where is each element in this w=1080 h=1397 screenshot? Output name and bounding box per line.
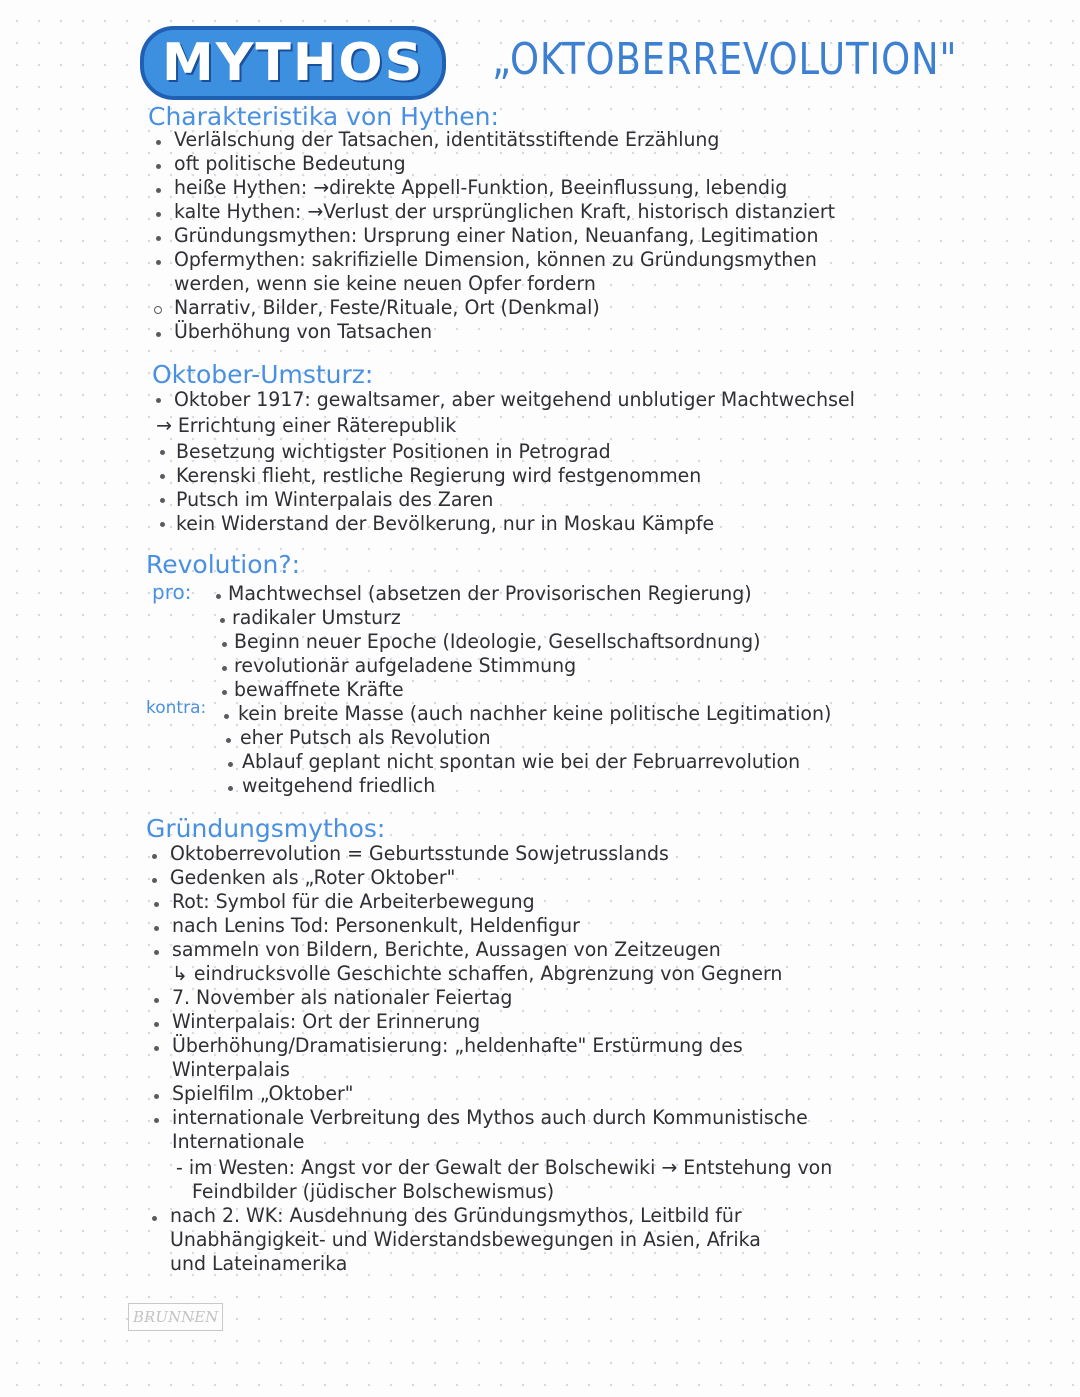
gr-line-10: Winterpalais [172, 1058, 290, 1081]
gr-line-17: Unabhängigkeit- und Widerstandsbewegungen in Asien, Afrika [170, 1228, 761, 1251]
okt-line-3: Besetzung wichtigster Positionen in Petrograd [176, 440, 611, 463]
label-kontra: kontra: [146, 698, 207, 718]
okt-line-2: → Errichtung einer Räterepublik [156, 414, 457, 437]
bullet-icon [156, 398, 161, 403]
char-line-2: oft politische Bedeutung [174, 152, 406, 175]
okt-line-4: Kerenski flieht, restliche Regierung wird festgenommen [176, 464, 702, 487]
kontra-line-3: Ablauf geplant nicht spontan wie bei der Februarrevolution [242, 750, 801, 773]
bullet-icon [160, 498, 165, 503]
label-pro: pro: [152, 580, 192, 604]
bullet-icon [156, 212, 161, 217]
char-line-4: kalte Hythen: →Verlust der ursprünglichen Kraft, historisch distanziert [174, 200, 836, 223]
char-line-3: heiße Hythen: →direkte Appell-Funktion, Beeinflussung, lebendig [174, 176, 788, 199]
bullet-icon [154, 1022, 159, 1027]
char-line-9: Überhöhung von Tatsachen [174, 320, 433, 343]
bullet-icon [222, 666, 227, 671]
gr-line-13: Internationale [172, 1130, 305, 1153]
bullet-icon [160, 474, 165, 479]
bullet-icon [152, 854, 157, 859]
bullet-icon [152, 878, 157, 883]
bullet-icon [154, 1046, 159, 1051]
heading-charakteristika: Charakteristika von Hythen: [148, 102, 499, 131]
title-row [140, 20, 1040, 100]
gr-line-12: internationale Verbreitung des Mythos auch durch Kommunistische [172, 1106, 808, 1129]
gr-line-16: nach 2. WK: Ausdehnung des Gründungsmythos, Leitbild für [170, 1204, 742, 1227]
bullet-icon [156, 164, 161, 169]
bullet-open-icon [154, 306, 162, 314]
pro-line-4: revolutionär aufgeladene Stimmung [234, 654, 577, 677]
bullet-icon [224, 714, 229, 719]
bullet-icon [156, 260, 161, 265]
gr-line-15: Feindbilder (jüdischer Bolschewismus) [192, 1180, 555, 1203]
okt-line-1: Oktober 1917: gewaltsamer, aber weitgehend unblutiger Machtwechsel [174, 388, 855, 411]
kontra-line-2: eher Putsch als Revolution [240, 726, 491, 749]
okt-line-5: Putsch im Winterpalais des Zaren [176, 488, 494, 511]
bullet-icon [160, 522, 165, 527]
brand-logo: BRUNNEN [128, 1303, 223, 1331]
bullet-icon [228, 762, 233, 767]
gr-line-4: nach Lenins Tod: Personenkult, Heldenfigur [172, 914, 580, 937]
gr-line-5: sammeln von Bildern, Berichte, Aussagen von Zeitzeugen [172, 938, 721, 961]
gr-line-9: Überhöhung/Dramatisierung: „heldenhafte" Erstürmung des [172, 1034, 743, 1057]
bullet-icon [156, 140, 161, 145]
kontra-line-1: kein breite Masse (auch nachher keine politische Legitimation) [238, 702, 832, 725]
title-mythos: MYTHOS [140, 26, 446, 100]
pro-line-1: Machtwechsel (absetzen der Provisorischen Regierung) [228, 582, 752, 605]
char-line-5: Gründungsmythen: Ursprung einer Nation, Neuanfang, Legitimation [174, 224, 819, 247]
char-line-1: Verlälschung der Tatsachen, identitätsstiftende Erzählung [174, 128, 720, 151]
char-line-8: Narrativ, Bilder, Feste/Rituale, Ort (Denkmal) [174, 296, 600, 319]
title-subtitle: „OKTOBERREVOLUTION" [492, 34, 958, 85]
gr-line-14: - im Westen: Angst vor der Gewalt der Bolschewiki → Entstehung von [176, 1156, 833, 1179]
bullet-icon [154, 998, 159, 1003]
gr-line-7: 7. November als nationaler Feiertag [172, 986, 513, 1009]
heading-revolution: Revolution?: [146, 550, 301, 579]
bullet-icon [160, 450, 165, 455]
gr-line-3: Rot: Symbol für die Arbeiterbewegung [172, 890, 535, 913]
heading-oktober: Oktober-Umsturz: [152, 360, 374, 389]
bullet-icon [222, 642, 227, 647]
char-line-6: Opfermythen: sakrifizielle Dimension, können zu Gründungsmythen [174, 248, 817, 271]
bullet-icon [154, 1118, 159, 1123]
pro-line-3: Beginn neuer Epoche (Ideologie, Gesellschaftsordnung) [234, 630, 761, 653]
bullet-icon [154, 926, 159, 931]
bullet-icon [152, 1216, 157, 1221]
gr-line-18: und Lateinamerika [170, 1252, 348, 1275]
gr-line-11: Spielfilm „Oktober" [172, 1082, 354, 1105]
char-line-7: werden, wenn sie keine neuen Opfer fordern [174, 272, 596, 295]
bullet-icon [228, 786, 233, 791]
bullet-icon [156, 332, 161, 337]
pro-line-2: radikaler Umsturz [232, 606, 401, 629]
bullet-icon [226, 738, 231, 743]
okt-line-6: kein Widerstand der Bevölkerung, nur in Moskau Kämpfe [176, 512, 715, 535]
heading-gruendung: Gründungsmythos: [146, 814, 386, 843]
gr-line-8: Winterpalais: Ort der Erinnerung [172, 1010, 481, 1033]
bullet-icon [156, 188, 161, 193]
bullet-icon [156, 236, 161, 241]
bullet-icon [222, 690, 227, 695]
bullet-icon [216, 594, 221, 599]
gr-line-2: Gedenken als „Roter Oktober" [170, 866, 456, 889]
pro-line-5: bewaffnete Kräfte [234, 678, 404, 701]
gr-line-6: ↳ eindrucksvolle Geschichte schaffen, Abgrenzung von Gegnern [172, 962, 783, 985]
bullet-icon [154, 950, 159, 955]
bullet-icon [220, 618, 225, 623]
bullet-icon [154, 902, 159, 907]
bullet-icon [154, 1094, 159, 1099]
kontra-line-4: weitgehend friedlich [242, 774, 436, 797]
gr-line-1: Oktoberrevolution = Geburtsstunde Sowjetrusslands [170, 842, 669, 865]
